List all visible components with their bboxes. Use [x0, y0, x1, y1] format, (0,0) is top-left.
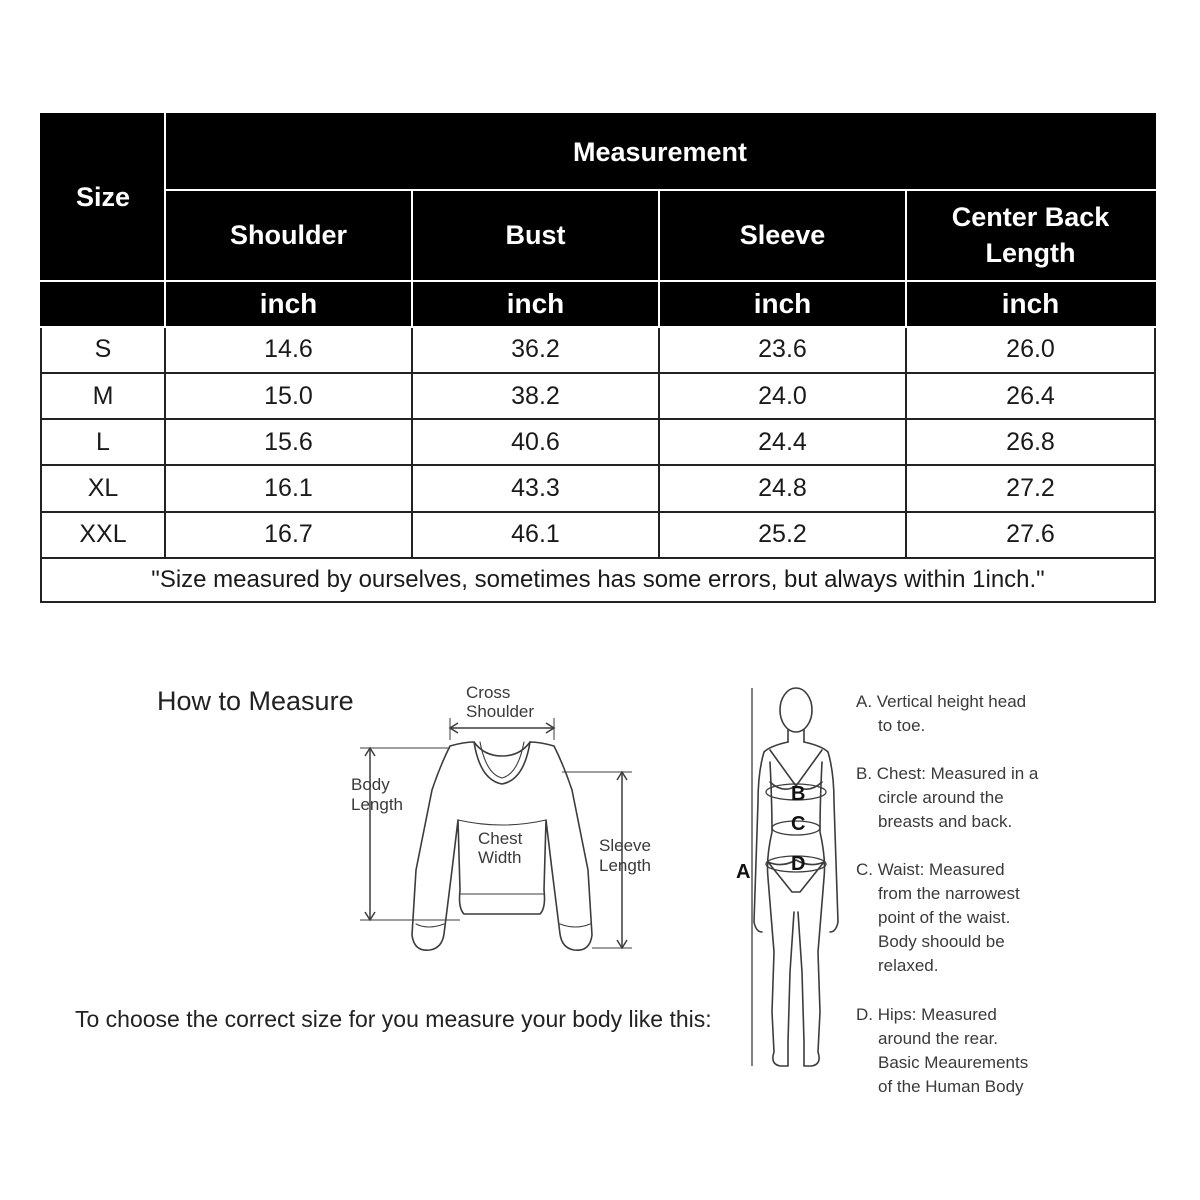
table-row [41, 512, 1155, 558]
table-row [41, 465, 1155, 511]
bust-cell: 40.6 [412, 419, 659, 465]
body-label-c: C [791, 813, 806, 835]
body-measurement-diagram [730, 682, 850, 1082]
column-header-bust: Bust [412, 190, 659, 280]
shoulder-cell: 16.7 [165, 512, 412, 558]
center-back-length-cell: 27.6 [906, 512, 1155, 558]
sleeve-cell: 24.0 [659, 373, 906, 419]
size-cell: S [41, 327, 165, 373]
center-back-length-cell: 26.8 [906, 419, 1155, 465]
sleeve-length-label: Sleeve [599, 836, 651, 855]
sleeve-cell: 24.8 [659, 465, 906, 511]
measurement-note: "Size measured by ourselves, sometimes has some errors, but always within 1inch." [41, 558, 1155, 602]
shoulder-cell: 16.1 [165, 465, 412, 511]
center-back-length-cell: 26.0 [906, 327, 1155, 373]
legend-item-d: D. Hips: Measured around the rear. Basic Meaurements of the Human Body [856, 1005, 1029, 1096]
shoulder-cell: 14.6 [165, 327, 412, 373]
cross-shoulder-label: Cross [466, 683, 511, 702]
table-row [41, 327, 1155, 373]
body-torso [754, 742, 838, 932]
body-label-b: B [791, 783, 806, 805]
unit-label: inch [659, 281, 906, 327]
legend-item-c: C. Waist: Measured from the narrowest point of the waist. Body shoould be relaxed. [856, 860, 1020, 975]
body-length-label: Body [351, 775, 390, 794]
shoulder-cell: 15.6 [165, 419, 412, 465]
shoulder-cell: 15.0 [165, 373, 412, 419]
unit-label: inch [165, 281, 412, 327]
size-cell: L [41, 419, 165, 465]
how-to-measure-title: How to Measure [157, 686, 354, 716]
bust-cell: 43.3 [412, 465, 659, 511]
measurement-header: Measurement [165, 114, 1155, 190]
sweater-measurement-diagram [340, 680, 680, 970]
column-header-center-back-length: Center Back Length [906, 190, 1155, 280]
sleeve-cell: 23.6 [659, 327, 906, 373]
table-row [41, 373, 1155, 419]
size-chart-table [40, 113, 1156, 603]
body-label-a: A [736, 861, 751, 883]
chest-width-label: Chest [478, 829, 523, 848]
size-cell: XXL [41, 512, 165, 558]
column-header-shoulder: Shoulder [165, 190, 412, 280]
bust-cell: 38.2 [412, 373, 659, 419]
sleeve-cell: 25.2 [659, 512, 906, 558]
cross-shoulder-label: Shoulder [466, 702, 535, 721]
sleeve-length-label: Length [599, 856, 651, 875]
table-row [41, 419, 1155, 465]
bust-cell: 36.2 [412, 327, 659, 373]
legend-item-a: A. Vertical height head to toe. [856, 692, 1027, 735]
bust-cell: 46.1 [412, 512, 659, 558]
chest-width-label: Width [478, 848, 522, 867]
unit-label: inch [906, 281, 1155, 327]
sleeve-cell: 24.4 [659, 419, 906, 465]
legend-item-b: B. Chest: Measured in a circle around the breasts and back. [856, 764, 1039, 831]
center-back-length-cell: 27.2 [906, 465, 1155, 511]
body-length-label: Length [351, 795, 403, 814]
size-header: Size [41, 114, 165, 281]
unit-label: inch [412, 281, 659, 327]
body-head [780, 688, 812, 732]
center-back-length-cell: 26.4 [906, 373, 1155, 419]
column-header-sleeve: Sleeve [659, 190, 906, 280]
size-header-spacer [41, 281, 165, 327]
size-cell: XL [41, 465, 165, 511]
measure-instruction: To choose the correct size for you measure your body like this: [75, 1006, 712, 1032]
size-cell: M [41, 373, 165, 419]
body-label-d: D [791, 853, 806, 875]
